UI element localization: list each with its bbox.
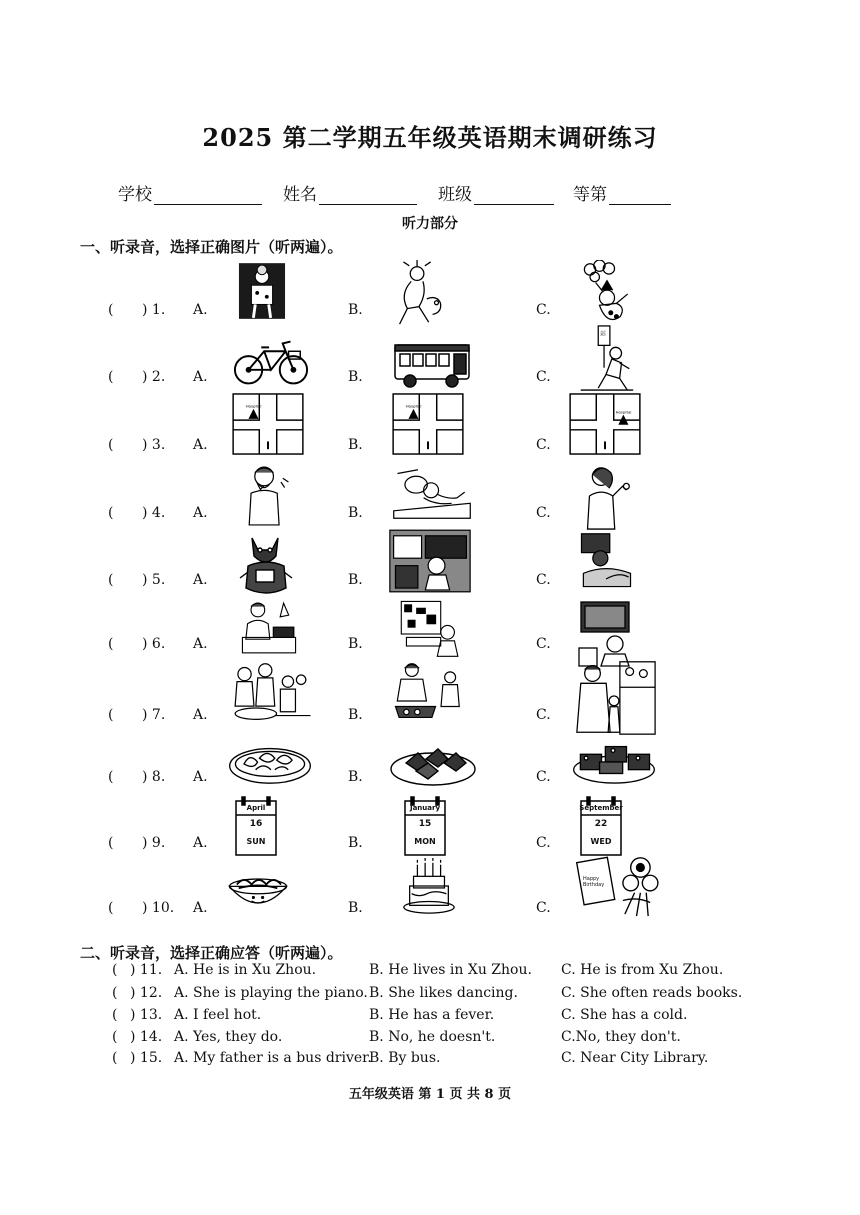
option-a-label: A. [193,572,208,588]
class-field [438,180,554,205]
question-number: ) 1. [142,302,166,318]
question-row [0,327,860,397]
calendar-weekday: WED [590,837,612,846]
section2-heading: 二、听录音，选择正确应答（听两遍）。 [80,944,343,962]
answer-paren[interactable]: ( [112,1007,118,1023]
response-question-row [0,1007,860,1027]
option-picture [388,260,450,328]
listening-part-heading: 听力部分 [402,216,458,232]
option-a-text: A. She is playing the piano. [174,985,368,1001]
name-field [283,180,417,205]
class-label: 班级 [438,185,472,205]
question-number: ) 10. [142,900,175,916]
option-b-label: B. [348,505,363,521]
option-picture [238,260,286,322]
answer-paren[interactable]: ( [108,835,114,851]
option-a-text: A. I feel hot. [174,1007,262,1023]
section1-heading: 一、听录音，选择正确图片（听两遍）。 [80,238,343,256]
option-a-label: A. [193,835,208,851]
option-picture [236,598,302,658]
grade-label: 等第 [573,185,607,205]
option-a-label: A. [193,769,208,785]
option-c-text: C. Near City Library. [561,1050,709,1066]
card-text: Happy Birthday [583,876,605,888]
option-a-text: A. He is in Xu Zhou. [174,962,317,978]
answer-paren[interactable]: ( [108,572,114,588]
answer-paren[interactable]: ( [108,769,114,785]
question-row [0,864,860,934]
option-a-label: A. [193,636,208,652]
calendar-month: January [409,804,441,812]
option-a-label: A. [193,900,208,916]
question-number: ) 8. [142,769,166,785]
option-a-text: A. My father is a bus driver. [174,1050,372,1066]
question-row [0,463,860,533]
calendar-month: September [579,804,623,812]
answer-paren[interactable]: ( [108,900,114,916]
question-number: ) 3. [142,437,166,453]
response-question-row [0,962,860,982]
option-a-text: A. Yes, they do. [174,1029,283,1045]
option-picture [390,463,474,525]
calendar-day: 15 [418,819,432,829]
option-picture [392,598,462,658]
name-blank[interactable] [319,188,417,205]
option-picture [388,526,472,596]
option-picture [232,337,310,387]
school-field [118,180,262,205]
option-picture [392,393,464,455]
option-picture [392,339,472,389]
option-picture [569,737,659,785]
option-c-text: C. She often reads books. [561,985,743,1001]
name-label: 姓名 [283,185,317,205]
question-number: ) 5. [142,572,166,588]
school-blank[interactable] [154,188,262,205]
option-c-label: C. [536,900,551,916]
option-a-label: A. [193,437,208,453]
option-c-label: C. [536,369,551,385]
option-b-label: B. [348,302,363,318]
option-picture [214,659,326,725]
option-picture [573,530,639,596]
option-c-label: C. [536,707,551,723]
svg-text:站: 站 [600,331,606,338]
grade-blank[interactable] [609,188,671,205]
option-picture [571,657,659,737]
option-picture [232,393,304,455]
option-b-label: B. [348,369,363,385]
option-b-text: B. He has a fever. [369,1007,495,1023]
answer-paren[interactable]: ( [112,985,118,1001]
option-picture [385,739,481,789]
question-row [0,395,860,465]
answer-paren[interactable]: ( [108,369,114,385]
calendar-day: 22 [594,819,608,829]
question-row [0,598,860,668]
question-number: ) 11. [130,962,163,978]
svg-text:Hospital: Hospital [405,403,422,409]
question-number: ) 6. [142,636,166,652]
question-number: ) 13. [130,1007,163,1023]
svg-text:Hospital: Hospital [245,403,262,409]
page-title: 2025 第二学期五年级英语期末调研练习 [202,123,658,152]
option-b-label: B. [348,769,363,785]
option-picture [400,856,458,916]
svg-text:Hospital: Hospital [615,409,632,415]
option-c-label: C. [536,437,551,453]
page-footer: 五年级英语 第 1 页 共 8 页 [348,1087,512,1102]
option-b-text: B. By bus. [369,1050,441,1066]
response-question-row [0,1050,860,1070]
option-b-text: B. No, he doesn't. [369,1029,496,1045]
calendar-month: April [246,804,266,812]
option-b-label: B. [348,707,363,723]
question-number: ) 15. [130,1050,163,1066]
option-c-text: C. He is from Xu Zhou. [561,962,724,978]
class-blank[interactable] [474,188,554,205]
option-b-text: B. He lives in Xu Zhou. [369,962,532,978]
option-b-label: B. [348,572,363,588]
option-a-label: A. [193,302,208,318]
response-question-row [0,1029,860,1049]
response-question-row [0,985,860,1005]
question-row [0,530,860,600]
option-a-label: A. [193,369,208,385]
option-picture [575,260,639,326]
option-c-label: C. [536,505,551,521]
answer-paren[interactable]: ( [112,1029,118,1045]
question-number: ) 7. [142,707,166,723]
question-number: ) 9. [142,835,166,851]
option-picture [568,393,642,455]
answer-paren[interactable]: ( [108,505,114,521]
calendar-weekday: SUN [246,837,266,846]
grade-field [573,180,671,205]
question-number: ) 12. [130,985,163,1001]
question-row [0,665,860,735]
option-picture [575,324,637,392]
option-c-text: C.No, they don't. [561,1029,681,1045]
option-c-label: C. [536,769,551,785]
answer-paren[interactable]: ( [108,302,114,318]
answer-paren[interactable]: ( [108,636,114,652]
option-c-text: C. She has a cold. [561,1007,688,1023]
option-c-label: C. [536,302,551,318]
option-b-label: B. [348,437,363,453]
option-b-label: B. [348,636,363,652]
option-picture [575,463,635,531]
option-picture [390,659,472,723]
option-c-label: C. [536,572,551,588]
calendar-weekday: MON [414,837,436,846]
option-picture [236,530,296,600]
option-c-label: C. [536,835,551,851]
question-row [0,260,860,330]
option-picture [238,463,294,529]
option-b-label: B. [348,835,363,851]
answer-paren[interactable]: ( [108,707,114,723]
option-picture [222,739,318,787]
option-b-text: B. She likes dancing. [369,985,518,1001]
option-b-label: B. [348,900,363,916]
question-number: ) 2. [142,369,166,385]
question-number: ) 4. [142,505,166,521]
answer-paren[interactable]: ( [112,1050,118,1066]
option-c-label: C. [536,636,551,652]
school-label: 学校 [118,185,152,205]
calendar-day: 16 [249,819,263,829]
option-a-label: A. [193,707,208,723]
answer-paren[interactable]: ( [108,437,114,453]
question-row [0,731,860,801]
option-a-label: A. [193,505,208,521]
answer-paren[interactable]: ( [112,962,118,978]
question-number: ) 14. [130,1029,163,1045]
option-picture [222,868,294,914]
